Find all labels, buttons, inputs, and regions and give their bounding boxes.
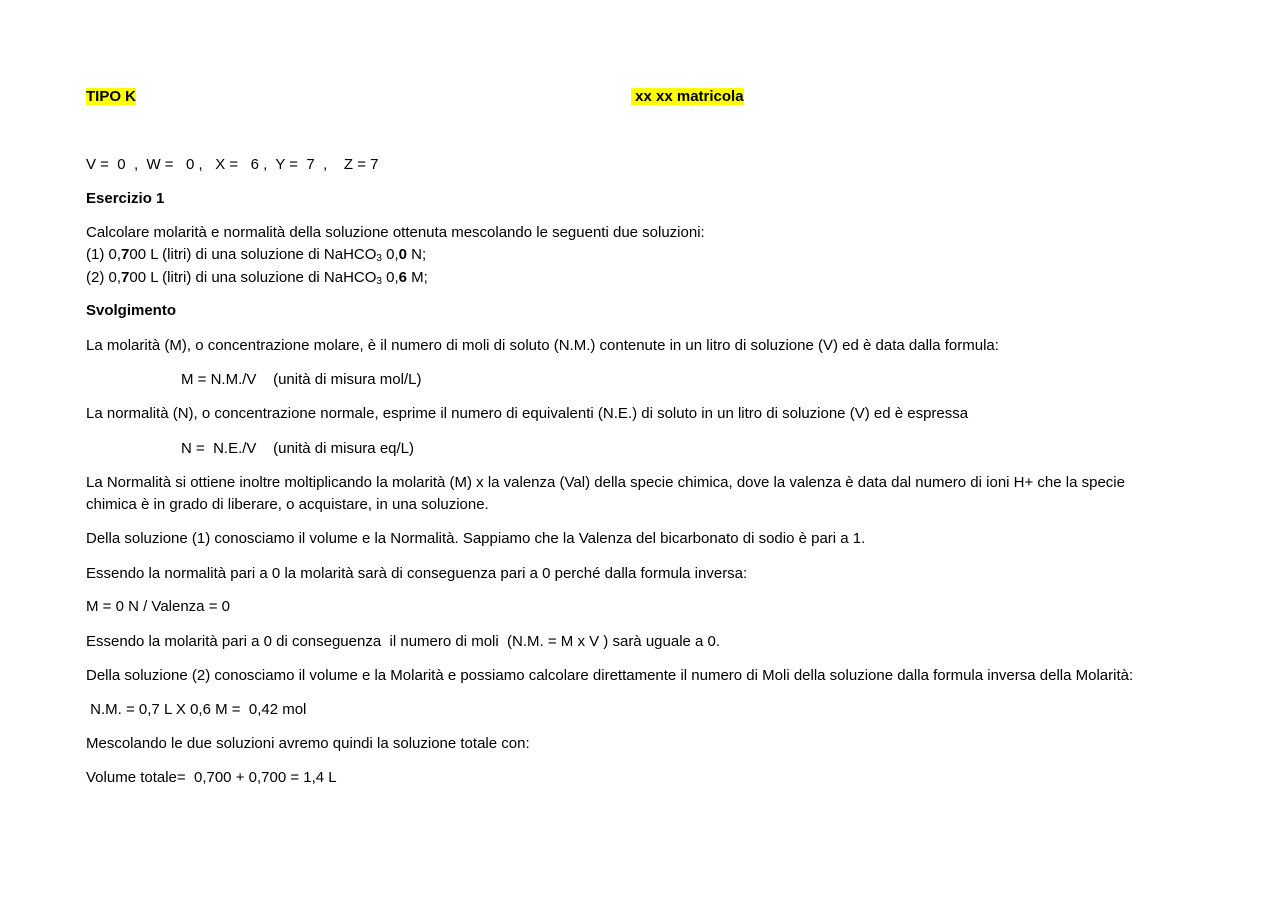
sol2-subscript: 3 [376,276,382,287]
sol2-conc-prefix: 0, [381,269,399,286]
sol2-mid: 00 L (litri) di una soluzione di NaHCO [129,269,377,286]
matricola-label: xx xx matricola [631,88,744,105]
header-matricola [631,86,744,108]
sol1-subscript: 3 [376,253,382,264]
solution-2-spec [86,267,428,293]
normality-definition: La normalità (N), o concentrazione normale, esprime il numero di equivalenti (N.E.) di soluto in un litro di soluzione (V) ed è espressa [86,405,969,422]
total-volume: Volume totale= 0,700 + 0,700 = 1,4 L [86,769,337,786]
normality-valence-paragraph: La Normalità si ottiene inoltre moltiplicando la molarità (M) x la valenza (Val) della specie chimica, dove la valenza è data dal numero di ioni H+ che la specie chimica è in grado di liberare, o acquistare, in una soluzione. [86,474,1125,513]
mixing-paragraph: Mescolando le due soluzioni avremo quindi la soluzione totale con: [86,735,530,752]
molarity-formula: M = N.M./V (unità di misura mol/L) [181,371,422,388]
sol1-prefix: (1) 0, [86,246,122,263]
problem-intro: Calcolare molarità e normalità della soluzione ottenuta mescolando le seguenti due soluzioni: [86,224,705,241]
sol2-bold-conc: 6 [398,269,408,286]
solution-1-moles: Essendo la molarità pari a 0 di conseguenza il numero di moli (N.M. = M x V ) sarà uguale a 0. [86,633,721,650]
sol2-prefix: (2) 0, [86,269,122,286]
normality-formula: N = N.E./V (unità di misura eq/L) [181,440,415,457]
sol1-conc-prefix: 0, [381,246,399,263]
solution-2-known: Della soluzione (2) conosciamo il volume e la Molarità e possiamo calcolare direttamente il numero di Moli della soluzione dalla formula inversa della Molarità: [86,667,1134,684]
solution-1-formula: M = 0 N / Valenza = 0 [86,598,230,615]
molarity-definition: La molarità (M), o concentrazione molare, è il numero di moli di soluto (N.M.) contenute in un litro di soluzione (V) ed è data dalla formula: [86,337,999,354]
solution-2-moles: N.M. = 0,7 L X 0,6 M = 0,42 mol [86,701,307,718]
exercise-title: Esercizio 1 [86,190,165,207]
sol1-bold-volume: 7 [121,246,130,263]
sol1-suffix: N; [407,246,427,263]
sol2-bold-volume: 7 [121,269,130,286]
sol2-suffix: M; [407,269,428,286]
solution-1-known: Della soluzione (1) conosciamo il volume e la Normalità. Sappiamo che la Valenza del bicarbonato di sodio è pari a 1. [86,530,866,547]
variables-line: V = 0 , W = 0 , X = 6 , Y = 7 , Z = 7 [86,156,379,173]
header-tipo [86,86,136,108]
solution-1-molarity: Essendo la normalità pari a 0 la molarità sarà di conseguenza pari a 0 perché dalla formula inversa: [86,565,748,582]
tipo-label: TIPO K [86,88,137,105]
sol1-mid: 00 L (litri) di una soluzione di NaHCO [129,246,377,263]
sol1-bold-conc: 0 [398,246,408,263]
solution-title: Svolgimento [86,302,177,319]
